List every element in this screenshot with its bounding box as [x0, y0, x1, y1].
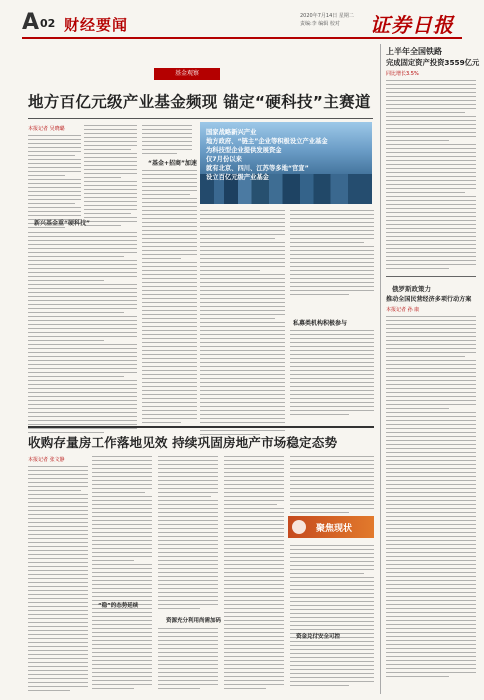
second-headline: 收购存量房工作落地见效 持续巩固房地产市场稳定态势 [28, 435, 338, 450]
second-col-2 [92, 456, 152, 692]
headline-rule [28, 118, 373, 119]
sidebar-box2-title: 俄罗斯政策力 [392, 285, 431, 293]
second-subhead-2: 资源充分利用尚需加码 [166, 618, 222, 624]
top-col-1b [84, 125, 137, 229]
info-banner-label: 聚焦现状 [316, 524, 353, 534]
second-col-5b [290, 545, 374, 689]
section-rule [28, 426, 374, 428]
subhead-2: “基金+招商”加速 [148, 160, 197, 167]
top-col-1 [28, 135, 81, 231]
info-banner [288, 516, 374, 538]
second-subhead-1: “稳”的态势延续 [98, 603, 139, 609]
photo-line-5: 就有北京、四川、江苏等多地“官宣” [206, 165, 309, 172]
sidebar-text-2 [386, 316, 476, 680]
story-tag [154, 68, 220, 80]
sidebar-box1-subtitle: 完成固定资产投资3559亿元 [386, 58, 480, 67]
photo-line-4: 仅7月份以来 [206, 156, 242, 163]
second-col-4 [224, 456, 284, 692]
sidebar-box1-byline: 同比增长3.5% [386, 71, 419, 77]
photo-line-3: 为科技型企业提供发展资金 [206, 147, 282, 154]
sidebar-box1-title: 上半年全国铁路 [386, 47, 442, 56]
sidebar-text-1 [386, 80, 476, 272]
section-letter: A [22, 10, 40, 35]
photo-line-1: 国家战略新兴产业 [206, 129, 257, 136]
top-col-4 [200, 210, 285, 438]
second-col-3b [158, 628, 218, 692]
editor-line: 责编:李 编辑 校对 [300, 21, 340, 27]
sidebar [386, 44, 480, 694]
header-rule [22, 37, 462, 39]
photo-line-6: 设立百亿元级产业基金 [206, 174, 269, 181]
top-col-3 [142, 125, 192, 157]
sidebar-divider [380, 44, 381, 694]
section-name: 财经要闻 [64, 16, 129, 34]
sidebar-box2-byline: 本报记者 孙 康 [386, 307, 420, 313]
sidebar-rule [386, 276, 476, 277]
sidebar-box2-subtitle: 推动全国民营经济多项行动方案 [386, 296, 472, 303]
subhead-1: 新兴基金重“硬科技” [34, 220, 90, 227]
photo-caption [206, 128, 328, 182]
second-col-5 [290, 456, 374, 516]
second-subhead-3: 资金兑付安全可控 [296, 634, 341, 640]
top-col-2 [28, 232, 137, 436]
top-byline: 本报记者 吴晓璐 [28, 126, 65, 132]
top-headline: 地方百亿元级产业基金频现 锚定“硬科技”主赛道 [28, 93, 371, 111]
second-col-1 [28, 466, 88, 694]
page-header [0, 0, 484, 44]
subhead-3: 私募类机构积极参与 [293, 320, 348, 327]
second-byline: 本报记者 张文静 [28, 457, 65, 463]
story-tag-label: 基金观察 [174, 70, 199, 77]
top-col-5 [290, 210, 374, 298]
date-line: 2020年7月14日 星期二 [300, 13, 354, 19]
second-col-3 [158, 456, 218, 612]
info-banner-icon [292, 520, 306, 534]
city-photo [200, 122, 372, 204]
page-number: 02 [40, 17, 56, 30]
masthead-logo: 证券日报 [370, 13, 454, 37]
top-col-5b [290, 330, 374, 418]
top-col-3b [142, 170, 197, 426]
photo-line-2: 地方政府、“链主”企业等积极设立产业基金 [206, 138, 328, 145]
